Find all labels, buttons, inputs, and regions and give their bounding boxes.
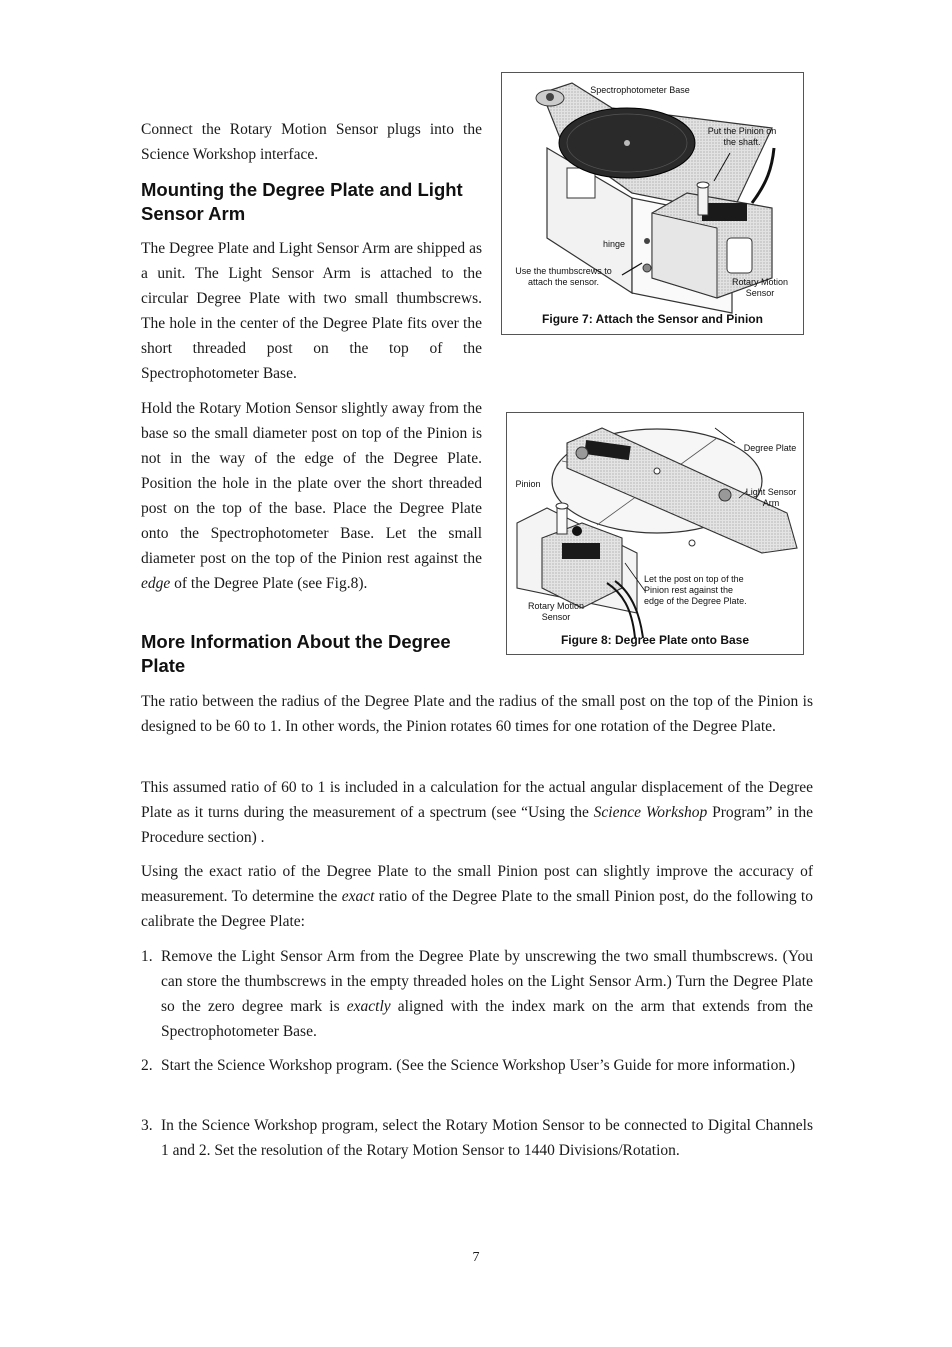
list-item: 3. In the Science Workshop program, select the Rotary Motion Sensor to be connected to Digital Channels 1 and 2. Set the resolution of the Rotary Motion Sensor to 1440 Divisions/Rotation. xyxy=(141,1117,813,1159)
figure-8-caption: Figure 8: Degree Plate onto Base xyxy=(560,633,750,647)
heading-more-information: More Information About the Degree Plate xyxy=(141,631,451,676)
label-post-against-edge: Let the post on top of the Pinion rest against the edge of the Degree Plate. xyxy=(644,574,747,606)
list-item: 1. Remove the Light Sensor Arm from the Degree Plate by unscrewing the two small thumbscrews. (You can store the thumbscrews in the empty threaded holes on the Light Sensor Arm.) Turn the Degree Plate so the zero degree mark is exactly aligned with the index mark on the arm that extends from the Spectrophotometer Base. xyxy=(141,948,813,1040)
paragraph-assumed-ratio: This assumed ratio of 60 to 1 is included in a calculation for the actual angular displacement of the Degree Plate as it turns during the measurement of a spectrum (see “Using the Science Workshop Program” in the Procedure section) . xyxy=(141,779,813,846)
paragraph-exact-ratio: Using the exact ratio of the Degree Plate to the small Pinion post can slightly improve the accuracy of measurement. To determine the exact ratio of the Degree Plate to the small Pinion post, do the following to calibrate the Degree Plate: xyxy=(141,863,813,930)
heading-mounting: Mounting the Degree Plate and Light Sensor Arm xyxy=(141,179,463,224)
label-use-thumbscrews: Use the thumbscrews to attach the sensor. xyxy=(515,266,612,287)
intro-paragraph: Connect the Rotary Motion Sensor plugs into the Science Workshop interface. xyxy=(141,121,482,163)
figure-8 xyxy=(506,412,804,655)
label-rotary-motion-sensor: Rotary Motion Sensor xyxy=(527,601,585,622)
label-rotary-motion-sensor: Rotary Motion Sensor xyxy=(731,277,789,298)
paragraph-position-plate: Hold the Rotary Motion Sensor slightly away from the base so the small diameter post on top of the Pinion is not in the way of the edge of the Degree Plate. Position the hole in the plate over the short threaded post on the top of the base. Place the Degree Plate onto the Spectrophotometer Base. Let the small diameter post on the top of the Pinion rest against the edge of the Degree Plate (see Fig.8). xyxy=(141,400,482,592)
label-degree-plate: Degree Plate xyxy=(743,443,797,453)
label-hinge: hinge xyxy=(602,239,626,249)
figure-7-caption: Figure 7: Attach the Sensor and Pinion xyxy=(542,312,763,326)
paragraph-ratio: The ratio between the radius of the Degree Plate and the radius of the small post on the top of the Pinion is designed to be 60 to 1. In other words, the Pinion rotates 60 times for one rotation of the Degree Plate. xyxy=(141,693,813,735)
label-spectrophotometer-base: Spectrophotometer Base xyxy=(590,85,690,95)
paragraph-shipped-unit: The Degree Plate and Light Sensor Arm are shipped as a unit. The Light Sensor Arm is attached to the circular Degree Plate with two small thumbscrews. The hole in the center of the Degree Plate fits over the short threaded post on the top of the Spectrophotometer Base. xyxy=(141,240,482,382)
figure-7 xyxy=(501,72,804,335)
label-put-pinion: Put the Pinion on the shaft. xyxy=(707,126,777,147)
page-number: 7 xyxy=(472,1250,480,1265)
label-light-sensor-arm: Light Sensor Arm xyxy=(745,487,797,508)
label-pinion: Pinion xyxy=(515,479,541,489)
list-item: 2. Start the Science Workshop program. (See the Science Workshop User’s Guide for more information.) xyxy=(141,1057,796,1074)
